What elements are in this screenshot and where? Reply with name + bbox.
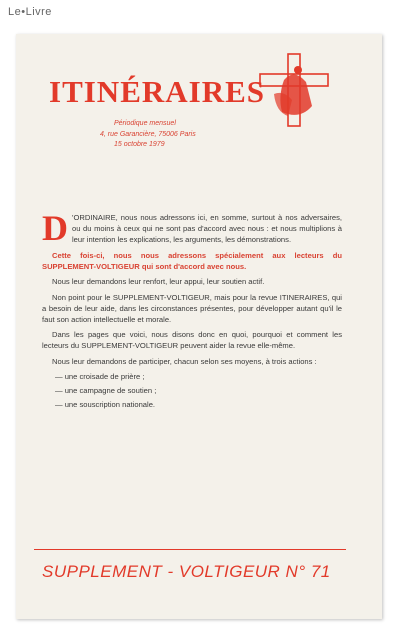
- intro-paragraph: D 'ORDINAIRE, nous nous adressons ici, en somme, surtout à nos adversaires, ou du moins à ceux qui ne sont pas d'accord avec nous : et nous multiplions à leur intention les explications, les arguments, les démonstrations.: [42, 208, 342, 248]
- actions-list: [42, 371, 342, 410]
- list-item: — une campagne de soutien ;: [55, 386, 157, 395]
- highlight-paragraph: Cette fois-ci, nous nous adressons spécialement aux lecteurs du SUPPLEMENT-VOLTIGEUR qui sont d'accord avec nous.: [42, 250, 342, 271]
- paragraph-2: Nous leur demandons leur renfort, leur appui, leur soutien actif.: [52, 277, 265, 286]
- drop-cap: D: [42, 208, 68, 248]
- paragraph-3: Non point pour le SUPPLEMENT-VOLTIGEUR, mais pour la revue ITINERAIRES, qui a besoin de leur aide, dans les circonstances présentes, pour développer autant qu'il le faut son action intellectuelle et morale.: [42, 292, 342, 324]
- list-item: — une souscription nationale.: [55, 400, 156, 409]
- crucifix-emblem-icon: [254, 50, 334, 130]
- document-page: [16, 34, 382, 619]
- paragraph-5: Nous leur demandons de participer, chacun selon ses moyens, à trois actions :: [52, 356, 317, 366]
- footer-title: SUPPLEMENT - VOLTIGEUR N° 71: [42, 562, 331, 581]
- list-item: — une croisade de prière ;: [55, 372, 145, 381]
- masthead-info: [100, 119, 196, 151]
- page-title: ITINÉRAIRES: [49, 74, 266, 109]
- footer-divider: [34, 549, 346, 550]
- site-logo: Le•Livre: [8, 6, 52, 18]
- periodical-label: Périodique mensuel: [114, 120, 176, 127]
- paragraph-4: Dans les pages que voici, nous disons donc en quoi, pourquoi et comment les lecteurs du SUPPLEMENT-VOLTIGEUR peuvent aider la revue elle-même.: [42, 330, 342, 350]
- issue-date: 15 octobre 1979: [114, 141, 165, 148]
- address-line: 4, rue Garancière, 75006 Paris: [100, 130, 196, 138]
- letter-body: [42, 208, 342, 413]
